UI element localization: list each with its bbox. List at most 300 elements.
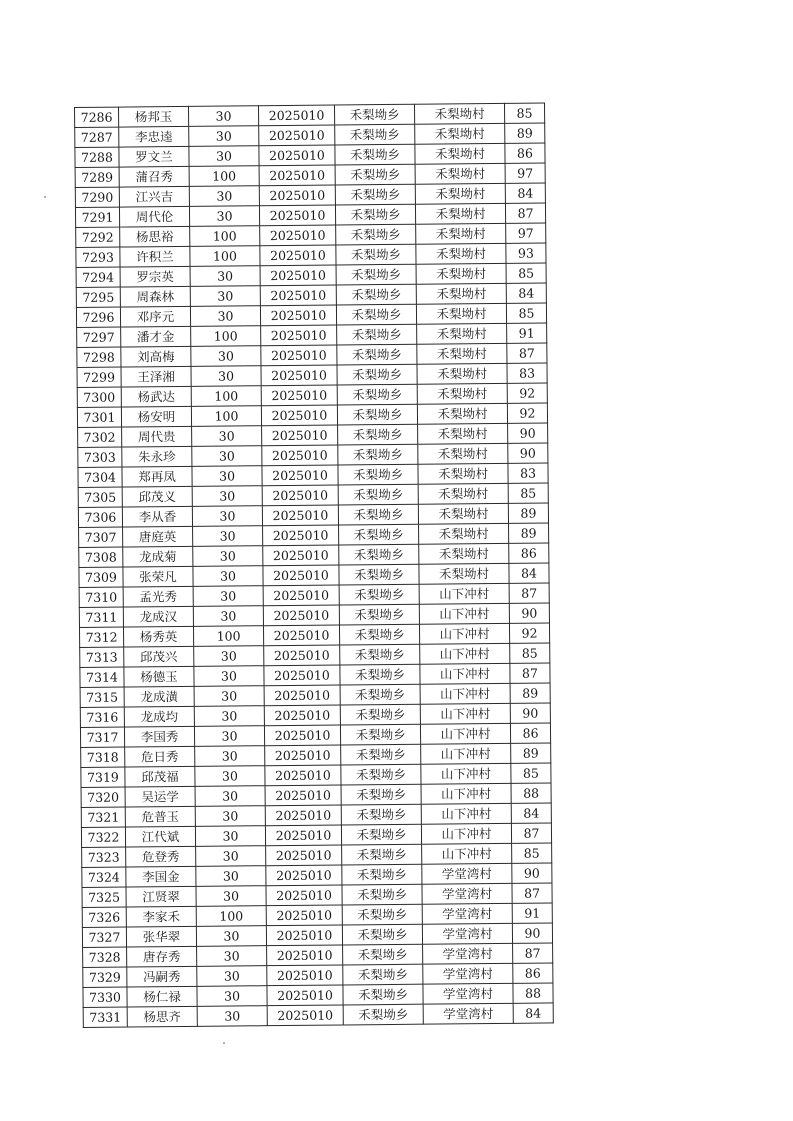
amount-cell: 100	[190, 226, 260, 247]
serial-number-cell: 7317	[80, 727, 124, 747]
village-cell: 山下冲村	[421, 743, 511, 764]
name-cell: 周代伦	[119, 206, 189, 227]
serial-number-cell: 7321	[81, 807, 125, 827]
serial-number-cell: 7318	[81, 747, 125, 767]
serial-number-cell: 7287	[75, 127, 119, 147]
period-cell: 2025010	[259, 145, 335, 166]
amount-cell: 100	[191, 326, 261, 347]
village-cell: 山下冲村	[420, 683, 510, 704]
serial-number-cell: 7302	[78, 427, 122, 447]
village-cell: 禾梨坳村	[417, 323, 507, 344]
name-cell: 蒲召秀	[119, 166, 189, 187]
village-cell: 禾梨坳村	[417, 363, 507, 384]
score-cell: 83	[507, 363, 547, 383]
name-cell: 邱茂兴	[124, 646, 194, 667]
period-cell: 2025010	[266, 905, 342, 926]
period-cell: 2025010	[264, 665, 340, 686]
period-cell: 2025010	[264, 725, 340, 746]
serial-number-cell: 7306	[78, 507, 122, 527]
name-cell: 江贤翠	[126, 886, 196, 907]
amount-cell: 30	[190, 306, 260, 327]
amount-cell: 30	[193, 566, 263, 587]
name-cell: 李国金	[126, 866, 196, 887]
amount-cell: 30	[189, 186, 259, 207]
serial-number-cell: 7328	[83, 947, 127, 967]
amount-cell: 30	[197, 986, 267, 1007]
name-cell: 龙成汉	[123, 606, 193, 627]
period-cell: 2025010	[258, 105, 334, 126]
township-cell: 禾梨坳乡	[340, 684, 420, 705]
township-cell: 禾梨坳乡	[341, 804, 421, 825]
period-cell: 2025010	[261, 345, 337, 366]
serial-number-cell: 7297	[77, 327, 121, 347]
period-cell: 2025010	[262, 425, 338, 446]
serial-number-cell: 7324	[82, 867, 126, 887]
amount-cell: 30	[196, 886, 266, 907]
name-cell: 危登秀	[126, 846, 196, 867]
township-cell: 禾梨坳乡	[342, 864, 422, 885]
name-cell: 李家禾	[126, 906, 196, 927]
village-cell: 禾梨坳村	[415, 183, 505, 204]
township-cell: 禾梨坳乡	[336, 284, 416, 305]
amount-cell: 30	[195, 766, 265, 787]
serial-number-cell: 7316	[80, 707, 124, 727]
period-cell: 2025010	[263, 545, 339, 566]
period-cell: 2025010	[263, 565, 339, 586]
amount-cell: 30	[192, 466, 262, 487]
score-cell: 85	[506, 263, 546, 283]
score-cell: 89	[508, 503, 548, 523]
period-cell: 2025010	[263, 585, 339, 606]
period-cell: 2025010	[262, 505, 338, 526]
serial-number-cell: 7331	[83, 1007, 127, 1027]
period-cell: 2025010	[267, 965, 343, 986]
name-cell: 危日秀	[125, 746, 195, 767]
village-cell: 学堂湾村	[422, 863, 512, 884]
score-cell: 85	[508, 483, 548, 503]
township-cell: 禾梨坳乡	[339, 544, 419, 565]
township-cell: 禾梨坳乡	[338, 464, 418, 485]
township-cell: 禾梨坳乡	[337, 364, 417, 385]
amount-cell: 30	[197, 1006, 267, 1027]
township-cell: 禾梨坳乡	[342, 904, 422, 925]
township-cell: 禾梨坳乡	[337, 384, 417, 405]
serial-number-cell: 7320	[81, 787, 125, 807]
township-cell: 禾梨坳乡	[338, 424, 418, 445]
name-cell: 许积兰	[120, 246, 190, 267]
township-cell: 禾梨坳乡	[336, 304, 416, 325]
period-cell: 2025010	[265, 825, 341, 846]
serial-number-cell: 7286	[75, 107, 119, 127]
score-cell: 86	[509, 543, 549, 563]
score-cell: 83	[508, 463, 548, 483]
score-cell: 87	[510, 663, 550, 683]
period-cell: 2025010	[266, 925, 342, 946]
village-cell: 学堂湾村	[423, 963, 513, 984]
score-cell: 89	[510, 683, 550, 703]
period-cell: 2025010	[265, 765, 341, 786]
amount-cell: 30	[194, 666, 264, 687]
serial-number-cell: 7305	[78, 487, 122, 507]
amount-cell: 30	[193, 606, 263, 627]
village-cell: 禾梨坳村	[416, 263, 506, 284]
township-cell: 禾梨坳乡	[339, 604, 419, 625]
name-cell: 杨德玉	[124, 666, 194, 687]
name-cell: 邱茂福	[125, 766, 195, 787]
township-cell: 禾梨坳乡	[339, 524, 419, 545]
score-cell: 90	[512, 863, 552, 883]
township-cell: 禾梨坳乡	[343, 984, 423, 1005]
period-cell: 2025010	[267, 1005, 343, 1026]
period-cell: 2025010	[263, 525, 339, 546]
village-cell: 禾梨坳村	[415, 163, 505, 184]
table-row	[83, 1003, 553, 1028]
name-cell: 龙成潢	[124, 686, 194, 707]
amount-cell: 30	[195, 826, 265, 847]
period-cell: 2025010	[267, 985, 343, 1006]
serial-number-cell: 7314	[80, 667, 124, 687]
name-cell: 罗文兰	[119, 146, 189, 167]
township-cell: 禾梨坳乡	[342, 884, 422, 905]
township-cell: 禾梨坳乡	[337, 404, 417, 425]
roster-table	[74, 102, 554, 1027]
period-cell: 2025010	[260, 225, 336, 246]
serial-number-cell: 7323	[82, 847, 126, 867]
village-cell: 禾梨坳村	[415, 203, 505, 224]
score-cell: 85	[506, 303, 546, 323]
score-cell: 92	[507, 403, 547, 423]
name-cell: 张华翠	[126, 926, 196, 947]
village-cell: 禾梨坳村	[417, 343, 507, 364]
amount-cell: 30	[188, 106, 258, 127]
serial-number-cell: 7290	[75, 187, 119, 207]
amount-cell: 100	[196, 906, 266, 927]
township-cell: 禾梨坳乡	[335, 204, 415, 225]
period-cell: 2025010	[265, 745, 341, 766]
serial-number-cell: 7315	[80, 687, 124, 707]
amount-cell: 30	[194, 646, 264, 667]
name-cell: 杨邦玉	[119, 106, 189, 127]
village-cell: 禾梨坳村	[418, 463, 508, 484]
amount-cell: 30	[192, 426, 262, 447]
village-cell: 禾梨坳村	[419, 563, 509, 584]
township-cell: 禾梨坳乡	[342, 844, 422, 865]
township-cell: 禾梨坳乡	[334, 104, 414, 125]
period-cell: 2025010	[264, 645, 340, 666]
amount-cell: 100	[190, 246, 260, 267]
township-cell: 禾梨坳乡	[343, 964, 423, 985]
name-cell: 杨秀英	[123, 626, 193, 647]
village-cell: 山下冲村	[420, 663, 510, 684]
amount-cell: 30	[196, 846, 266, 867]
period-cell: 2025010	[261, 325, 337, 346]
amount-cell: 30	[191, 366, 261, 387]
serial-number-cell: 7319	[81, 767, 125, 787]
amount-cell: 30	[189, 126, 259, 147]
score-cell: 97	[505, 163, 545, 183]
scan-speck	[44, 196, 46, 198]
score-cell: 84	[506, 283, 546, 303]
serial-number-cell: 7329	[83, 967, 127, 987]
name-cell: 江兴吉	[119, 186, 189, 207]
name-cell: 周代贵	[122, 426, 192, 447]
serial-number-cell: 7308	[79, 547, 123, 567]
serial-number-cell: 7330	[83, 987, 127, 1007]
score-cell: 92	[509, 623, 549, 643]
serial-number-cell: 7312	[79, 627, 123, 647]
township-cell: 禾梨坳乡	[339, 564, 419, 585]
township-cell: 禾梨坳乡	[341, 744, 421, 765]
score-cell: 87	[512, 883, 552, 903]
score-cell: 84	[505, 183, 545, 203]
score-cell: 91	[507, 323, 547, 343]
name-cell: 李国秀	[124, 726, 194, 747]
period-cell: 2025010	[262, 445, 338, 466]
score-cell: 88	[513, 983, 553, 1003]
amount-cell: 30	[195, 806, 265, 827]
amount-cell: 30	[189, 206, 259, 227]
score-cell: 86	[510, 723, 550, 743]
village-cell: 禾梨坳村	[414, 103, 504, 124]
serial-number-cell: 7313	[80, 647, 124, 667]
period-cell: 2025010	[261, 385, 337, 406]
amount-cell: 100	[191, 386, 261, 407]
village-cell: 禾梨坳村	[416, 283, 506, 304]
township-cell: 禾梨坳乡	[340, 704, 420, 725]
name-cell: 杨思齐	[127, 1006, 197, 1027]
name-cell: 罗宗英	[120, 266, 190, 287]
score-cell: 84	[509, 563, 549, 583]
village-cell: 禾梨坳村	[417, 403, 507, 424]
name-cell: 孟光秀	[123, 586, 193, 607]
amount-cell: 30	[193, 526, 263, 547]
serial-number-cell: 7299	[77, 367, 121, 387]
scan-speck	[223, 1042, 225, 1044]
township-cell: 禾梨坳乡	[336, 224, 416, 245]
township-cell: 禾梨坳乡	[335, 144, 415, 165]
score-cell: 90	[510, 703, 550, 723]
village-cell: 禾梨坳村	[419, 523, 509, 544]
village-cell: 山下冲村	[420, 703, 510, 724]
score-cell: 86	[505, 143, 545, 163]
period-cell: 2025010	[265, 805, 341, 826]
period-cell: 2025010	[261, 405, 337, 426]
amount-cell: 30	[189, 146, 259, 167]
township-cell: 禾梨坳乡	[338, 504, 418, 525]
score-cell: 87	[509, 583, 549, 603]
village-cell: 山下冲村	[419, 583, 509, 604]
serial-number-cell: 7300	[77, 387, 121, 407]
score-cell: 87	[505, 203, 545, 223]
period-cell: 2025010	[261, 365, 337, 386]
period-cell: 2025010	[264, 705, 340, 726]
village-cell: 山下冲村	[421, 823, 511, 844]
serial-number-cell: 7294	[76, 267, 120, 287]
amount-cell: 30	[192, 486, 262, 507]
village-cell: 山下冲村	[419, 603, 509, 624]
roster-body	[75, 103, 554, 1027]
score-cell: 85	[510, 643, 550, 663]
township-cell: 禾梨坳乡	[337, 344, 417, 365]
name-cell: 潘才金	[121, 326, 191, 347]
serial-number-cell: 7303	[78, 447, 122, 467]
amount-cell: 100	[193, 626, 263, 647]
township-cell: 禾梨坳乡	[341, 824, 421, 845]
township-cell: 禾梨坳乡	[338, 444, 418, 465]
name-cell: 杨武达	[121, 386, 191, 407]
village-cell: 山下冲村	[421, 803, 511, 824]
serial-number-cell: 7301	[77, 407, 121, 427]
name-cell: 李忠逵	[119, 126, 189, 147]
score-cell: 86	[513, 963, 553, 983]
village-cell: 山下冲村	[419, 623, 509, 644]
amount-cell: 30	[194, 686, 264, 707]
name-cell: 周森林	[120, 286, 190, 307]
township-cell: 禾梨坳乡	[335, 164, 415, 185]
score-cell: 90	[512, 923, 552, 943]
township-cell: 禾梨坳乡	[343, 944, 423, 965]
score-cell: 84	[513, 1003, 553, 1023]
period-cell: 2025010	[260, 245, 336, 266]
amount-cell: 30	[195, 786, 265, 807]
name-cell: 王泽湘	[121, 366, 191, 387]
serial-number-cell: 7304	[78, 467, 122, 487]
amount-cell: 30	[196, 866, 266, 887]
village-cell: 学堂湾村	[423, 943, 513, 964]
amount-cell: 30	[197, 966, 267, 987]
amount-cell: 30	[197, 946, 267, 967]
township-cell: 禾梨坳乡	[340, 664, 420, 685]
score-cell: 92	[507, 383, 547, 403]
period-cell: 2025010	[265, 785, 341, 806]
serial-number-cell: 7291	[75, 207, 119, 227]
name-cell: 郑再凤	[122, 466, 192, 487]
village-cell: 禾梨坳村	[416, 243, 506, 264]
amount-cell: 30	[195, 746, 265, 767]
period-cell: 2025010	[259, 185, 335, 206]
amount-cell: 30	[190, 286, 260, 307]
name-cell: 江代斌	[125, 826, 195, 847]
village-cell: 禾梨坳村	[415, 123, 505, 144]
name-cell: 杨思裕	[120, 226, 190, 247]
village-cell: 禾梨坳村	[418, 483, 508, 504]
township-cell: 禾梨坳乡	[343, 1004, 423, 1025]
score-cell: 89	[509, 523, 549, 543]
score-cell: 90	[508, 423, 548, 443]
serial-number-cell: 7326	[82, 907, 126, 927]
village-cell: 学堂湾村	[423, 983, 513, 1004]
serial-number-cell: 7298	[77, 347, 121, 367]
township-cell: 禾梨坳乡	[338, 484, 418, 505]
score-cell: 88	[511, 783, 551, 803]
amount-cell: 100	[189, 166, 259, 187]
village-cell: 山下冲村	[420, 723, 510, 744]
score-cell: 90	[509, 603, 549, 623]
period-cell: 2025010	[266, 885, 342, 906]
score-cell: 87	[507, 343, 547, 363]
village-cell: 禾梨坳村	[419, 543, 509, 564]
village-cell: 山下冲村	[420, 643, 510, 664]
period-cell: 2025010	[264, 685, 340, 706]
amount-cell: 30	[192, 506, 262, 527]
serial-number-cell: 7289	[75, 167, 119, 187]
name-cell: 邓序元	[120, 306, 190, 327]
score-cell: 85	[504, 103, 544, 123]
amount-cell: 30	[193, 546, 263, 567]
township-cell: 禾梨坳乡	[336, 244, 416, 265]
name-cell: 冯嗣秀	[127, 966, 197, 987]
serial-number-cell: 7309	[79, 567, 123, 587]
name-cell: 杨仁禄	[127, 986, 197, 1007]
amount-cell: 30	[191, 346, 261, 367]
name-cell: 张荣凡	[123, 566, 193, 587]
name-cell: 刘高梅	[121, 346, 191, 367]
serial-number-cell: 7307	[79, 527, 123, 547]
amount-cell: 30	[192, 446, 262, 467]
township-cell: 禾梨坳乡	[341, 764, 421, 785]
name-cell: 龙成菊	[123, 546, 193, 567]
period-cell: 2025010	[260, 305, 336, 326]
score-cell: 93	[506, 243, 546, 263]
village-cell: 山下冲村	[422, 843, 512, 864]
village-cell: 禾梨坳村	[416, 223, 506, 244]
name-cell: 危普玉	[125, 806, 195, 827]
village-cell: 禾梨坳村	[418, 503, 508, 524]
score-cell: 85	[511, 763, 551, 783]
amount-cell: 30	[190, 266, 260, 287]
amount-cell: 30	[196, 926, 266, 947]
village-cell: 禾梨坳村	[417, 383, 507, 404]
score-cell: 90	[508, 443, 548, 463]
township-cell: 禾梨坳乡	[340, 644, 420, 665]
period-cell: 2025010	[267, 945, 343, 966]
township-cell: 禾梨坳乡	[341, 784, 421, 805]
serial-number-cell: 7293	[76, 247, 120, 267]
score-cell: 89	[511, 743, 551, 763]
village-cell: 山下冲村	[421, 763, 511, 784]
score-cell: 89	[505, 123, 545, 143]
village-cell: 禾梨坳村	[418, 423, 508, 444]
serial-number-cell: 7311	[79, 607, 123, 627]
period-cell: 2025010	[266, 845, 342, 866]
amount-cell: 30	[193, 586, 263, 607]
period-cell: 2025010	[266, 865, 342, 886]
name-cell: 朱永珍	[122, 446, 192, 467]
name-cell: 杨安明	[121, 406, 191, 427]
score-cell: 87	[513, 943, 553, 963]
name-cell: 唐存秀	[127, 946, 197, 967]
period-cell: 2025010	[263, 605, 339, 626]
score-cell: 91	[512, 903, 552, 923]
village-cell: 禾梨坳村	[416, 303, 506, 324]
township-cell: 禾梨坳乡	[342, 924, 422, 945]
township-cell: 禾梨坳乡	[337, 324, 417, 345]
serial-number-cell: 7327	[82, 927, 126, 947]
score-cell: 87	[511, 823, 551, 843]
period-cell: 2025010	[259, 205, 335, 226]
township-cell: 禾梨坳乡	[336, 264, 416, 285]
township-cell: 禾梨坳乡	[339, 624, 419, 645]
name-cell: 邱茂义	[122, 486, 192, 507]
score-cell: 85	[512, 843, 552, 863]
serial-number-cell: 7296	[76, 307, 120, 327]
village-cell: 禾梨坳村	[415, 143, 505, 164]
period-cell: 2025010	[262, 465, 338, 486]
amount-cell: 100	[191, 406, 261, 427]
period-cell: 2025010	[259, 125, 335, 146]
period-cell: 2025010	[260, 285, 336, 306]
township-cell: 禾梨坳乡	[335, 184, 415, 205]
